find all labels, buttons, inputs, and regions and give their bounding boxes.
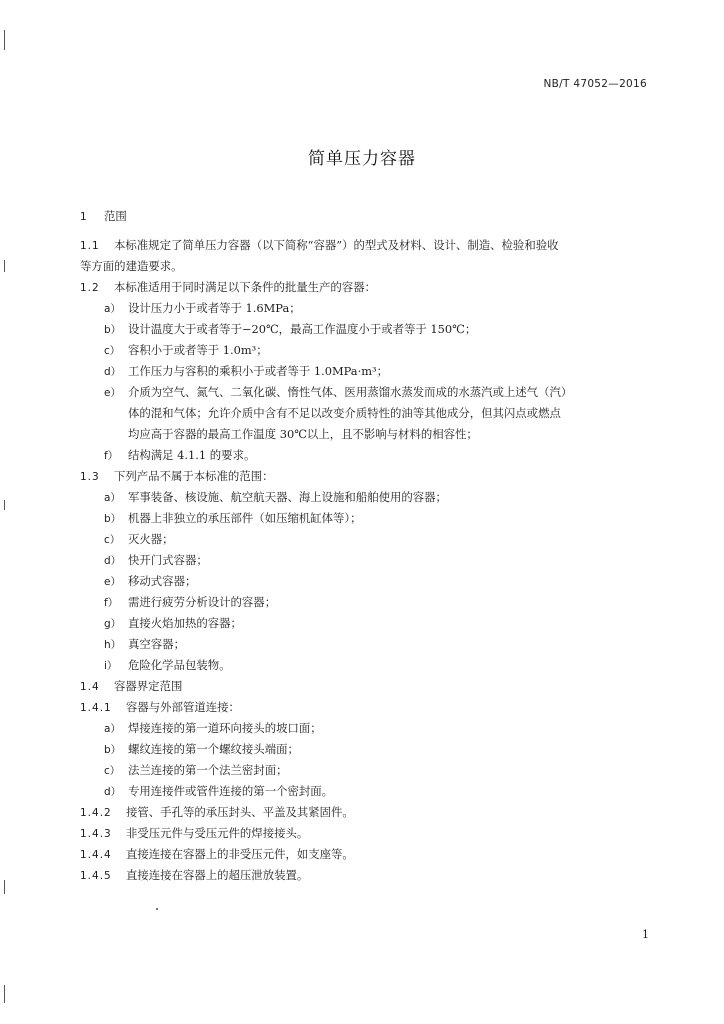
scan-edge-mark	[4, 880, 5, 894]
section-1-heading: 1 范围	[80, 209, 127, 223]
list-item: a） 军事装备、核设施、航空航天器、海上设施和船舶使用的容器；	[104, 490, 447, 504]
list-item: h） 真空容器；	[104, 637, 185, 651]
scan-edge-mark	[4, 500, 5, 510]
clause-1-4: 1.4 容器界定范围	[80, 679, 183, 693]
list-item: c） 容积小于或者等于 1.0m³；	[104, 343, 268, 357]
list-item: g） 直接火焰加热的容器；	[104, 616, 242, 630]
clause-1-3: 1.3 下列产品不属于本标准的范围：	[80, 469, 274, 483]
list-item-cont: 体的混和气体；允许介质中含有不足以改变介质特性的油等其他成分，但其闪点或燃点	[128, 406, 561, 420]
list-item: e） 移动式容器；	[104, 574, 197, 588]
list-item: i） 危险化学品包装物。	[104, 658, 231, 672]
page-title: 简单压力容器	[308, 149, 416, 169]
list-item: c） 灭火器；	[104, 532, 174, 546]
clause-1-4-1: 1.4.1 容器与外部管道连接：	[80, 700, 240, 714]
scan-speck	[156, 908, 158, 910]
list-item: b） 机器上非独立的承压部件（如压缩机缸体等）；	[104, 511, 362, 525]
list-item: c） 法兰连接的第一个法兰密封面；	[104, 763, 288, 777]
clause-1-1: 1.1 本标准规定了简单压力容器（以下简称“容器”）的型式及材料、设计、制造、检验和验收	[80, 238, 559, 252]
clause-1-4-2: 1.4.2 接管、手孔等的承压封头、平盖及其紧固件。	[80, 805, 354, 819]
list-item: a） 设计压力小于或者等于 1.6MPa；	[104, 301, 301, 315]
page-number: 1	[642, 928, 649, 941]
list-item: b） 设计温度大于或者等于−20℃，最高工作温度小于或者等于 150℃；	[104, 322, 477, 336]
standard-code: NB/T 47052—2016	[543, 78, 647, 90]
list-item: f） 需进行疲劳分析设计的容器；	[104, 595, 277, 609]
list-item: d） 工作压力与容积的乘积小于或者等于 1.0MPa·m³；	[104, 364, 388, 378]
list-item: e） 介质为空气、氮气、二氧化碳、惰性气体、医用蒸馏水蒸发而成的水蒸汽或上述气（汽）	[104, 385, 573, 399]
list-item: a） 焊接连接的第一道环向接头的坡口面；	[104, 721, 322, 735]
list-item: b） 螺纹连接的第一个螺纹接头端面；	[104, 742, 299, 756]
clause-1-4-5: 1.4.5 直接连接在容器上的超压泄放装置。	[80, 868, 309, 882]
clause-1-4-4: 1.4.4 直接连接在容器上的非受压元件，如支座等。	[80, 847, 354, 861]
scan-edge-mark	[4, 985, 5, 1003]
list-item: d） 快开门式容器；	[104, 553, 208, 567]
list-item: d） 专用连接件或管件连接的第一个密封面。	[104, 784, 334, 798]
scan-edge-mark	[4, 30, 5, 50]
list-item-cont: 均应高于容器的最高工作温度 30℃以上，且不影响与材料的相容性；	[128, 427, 478, 441]
clause-1-1-cont: 等方面的建造要求。	[80, 259, 183, 273]
scan-edge-mark	[4, 260, 5, 272]
clause-1-2: 1.2 本标准适用于同时满足以下条件的批量生产的容器：	[80, 280, 376, 294]
clause-1-4-3: 1.4.3 非受压元件与受压元件的焊接接头。	[80, 826, 309, 840]
list-item: f） 结构满足 4.1.1 的要求。	[104, 448, 256, 462]
